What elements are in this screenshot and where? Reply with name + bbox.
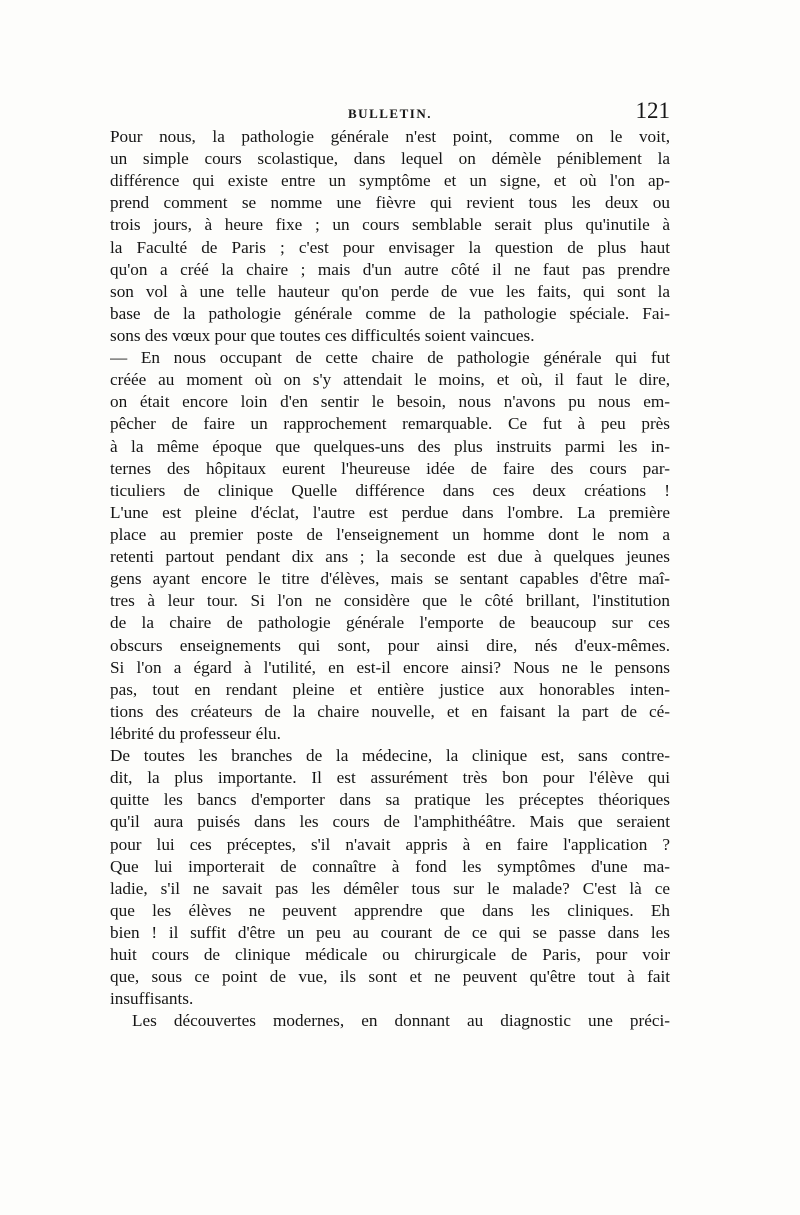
text-line: place au premier poste de l'enseignement un homme dont le nom a (110, 524, 670, 544)
running-header (110, 98, 670, 126)
text-line: retenti partout pendant dix ans ; la seconde est due à quelques jeunes (110, 547, 670, 567)
text-line: la Faculté de Paris ; c'est pour envisager la question de plus haut (110, 237, 670, 257)
text-line: tres à leur tour. Si l'on ne considère que le côté brillant, l'institution (110, 591, 670, 611)
paragraph-3 (110, 745, 670, 1010)
running-title: BULLETIN. (348, 106, 432, 121)
text-line: base de la pathologie générale comme de la pathologie spéciale. Fai- (110, 303, 670, 323)
text-line: trois jours, à heure fixe ; un cours semblable serait plus qu'inutile à (110, 215, 670, 235)
text-line: on était encore loin d'en sentir le besoin, nous n'avons pu nous em- (110, 392, 670, 412)
text-line: pêcher de faire un rapprochement remarquable. Ce fut à peu près (110, 414, 670, 434)
text-line: ternes des hôpitaux eurent l'heureuse idée de faire des cours par- (110, 458, 670, 478)
text-line: insuffisants. (110, 989, 194, 1009)
text-line: pas, tout en rendant pleine et entière justice aux honorables inten- (110, 679, 670, 699)
text-line: huit cours de clinique médicale ou chirurgicale de Paris, pour voir (110, 945, 670, 965)
text-line: tions des créateurs de la chaire nouvelle, et en faisant la part de cé- (110, 701, 670, 721)
paragraph-4 (110, 1010, 670, 1032)
text-line: ladie, s'il ne savait pas les démêler tous sur le malade? C'est là ce (110, 878, 670, 898)
text-line: prend comment se nomme une fièvre qui revient tous les deux ou (110, 193, 670, 213)
text-line: Pour nous, la pathologie générale n'est point, comme on le voit, (110, 127, 670, 146)
text-line: son vol à une telle hauteur qu'on perde de vue les faits, qui sont la (110, 281, 670, 301)
text-line: à la même époque que quelques-uns des plus instruits parmi les in- (110, 436, 670, 456)
text-line: ticuliers de clinique Quelle différence dans ces deux créations ! (110, 480, 670, 500)
text-line: pour lui ces préceptes, s'il n'avait appris à en faire l'application ? (110, 834, 670, 854)
text-line: de la chaire de pathologie générale l'emporte de beaucoup sur ces (110, 613, 670, 633)
text-line: sons des vœux pour que toutes ces difficultés soient vaincues. (110, 325, 535, 345)
text-line: que, sous ce point de vue, ils sont et ne peuvent qu'être tout à fait (110, 967, 670, 987)
text-line: obscurs enseignements qui sont, pour ainsi dire, nés d'eux-mêmes. (110, 635, 670, 655)
text-line: un simple cours scolastique, dans lequel on démèle péniblement la (110, 149, 670, 169)
page-number: 121 (635, 98, 670, 123)
text-line: Que lui importerait de connaître à fond les symptômes d'une ma- (110, 856, 670, 876)
text-line: Si l'on a égard à l'utilité, en est-il encore ainsi? Nous ne le pensons (110, 657, 670, 677)
text-line: dit, la plus importante. Il est assurément très bon pour l'élève qui (110, 768, 670, 788)
text-line: bien ! il suffit d'être un peu au courant de ce qui se passe dans les (110, 922, 670, 942)
text-line: Les découvertes modernes, en donnant au diagnostic une préci- (132, 1011, 670, 1031)
text-line: L'une est pleine d'éclat, l'autre est perdue dans l'ombre. La première (110, 502, 670, 522)
text-line: lébrité du professeur élu. (110, 723, 281, 743)
text-line: gens ayant encore le titre d'élèves, mais se sentant capables d'être maî- (110, 569, 670, 589)
text-line: De toutes les branches de la médecine, la clinique est, sans contre- (110, 746, 670, 766)
text-line: quitte les bancs d'emporter dans sa pratique les préceptes théoriques (110, 790, 670, 810)
text-line: — En nous occupant de cette chaire de pathologie générale qui fut (110, 348, 670, 368)
text-line: qu'on a créé la chaire ; mais d'un autre côté il ne faut pas prendre (110, 259, 670, 279)
text-line: qu'il aura puisés dans les cours de l'amphithéâtre. Mais que seraient (110, 812, 670, 832)
paragraph-1 (110, 126, 670, 347)
text-line: différence qui existe entre un symptôme et un signe, et où l'on ap- (110, 171, 670, 191)
text-line: créée au moment où on s'y attendait le moins, et où, il faut le dire, (110, 370, 670, 390)
body-text (110, 126, 670, 1032)
text-line: que les élèves ne peuvent apprendre que dans les cliniques. Eh (110, 900, 670, 920)
paragraph-2 (110, 347, 670, 745)
